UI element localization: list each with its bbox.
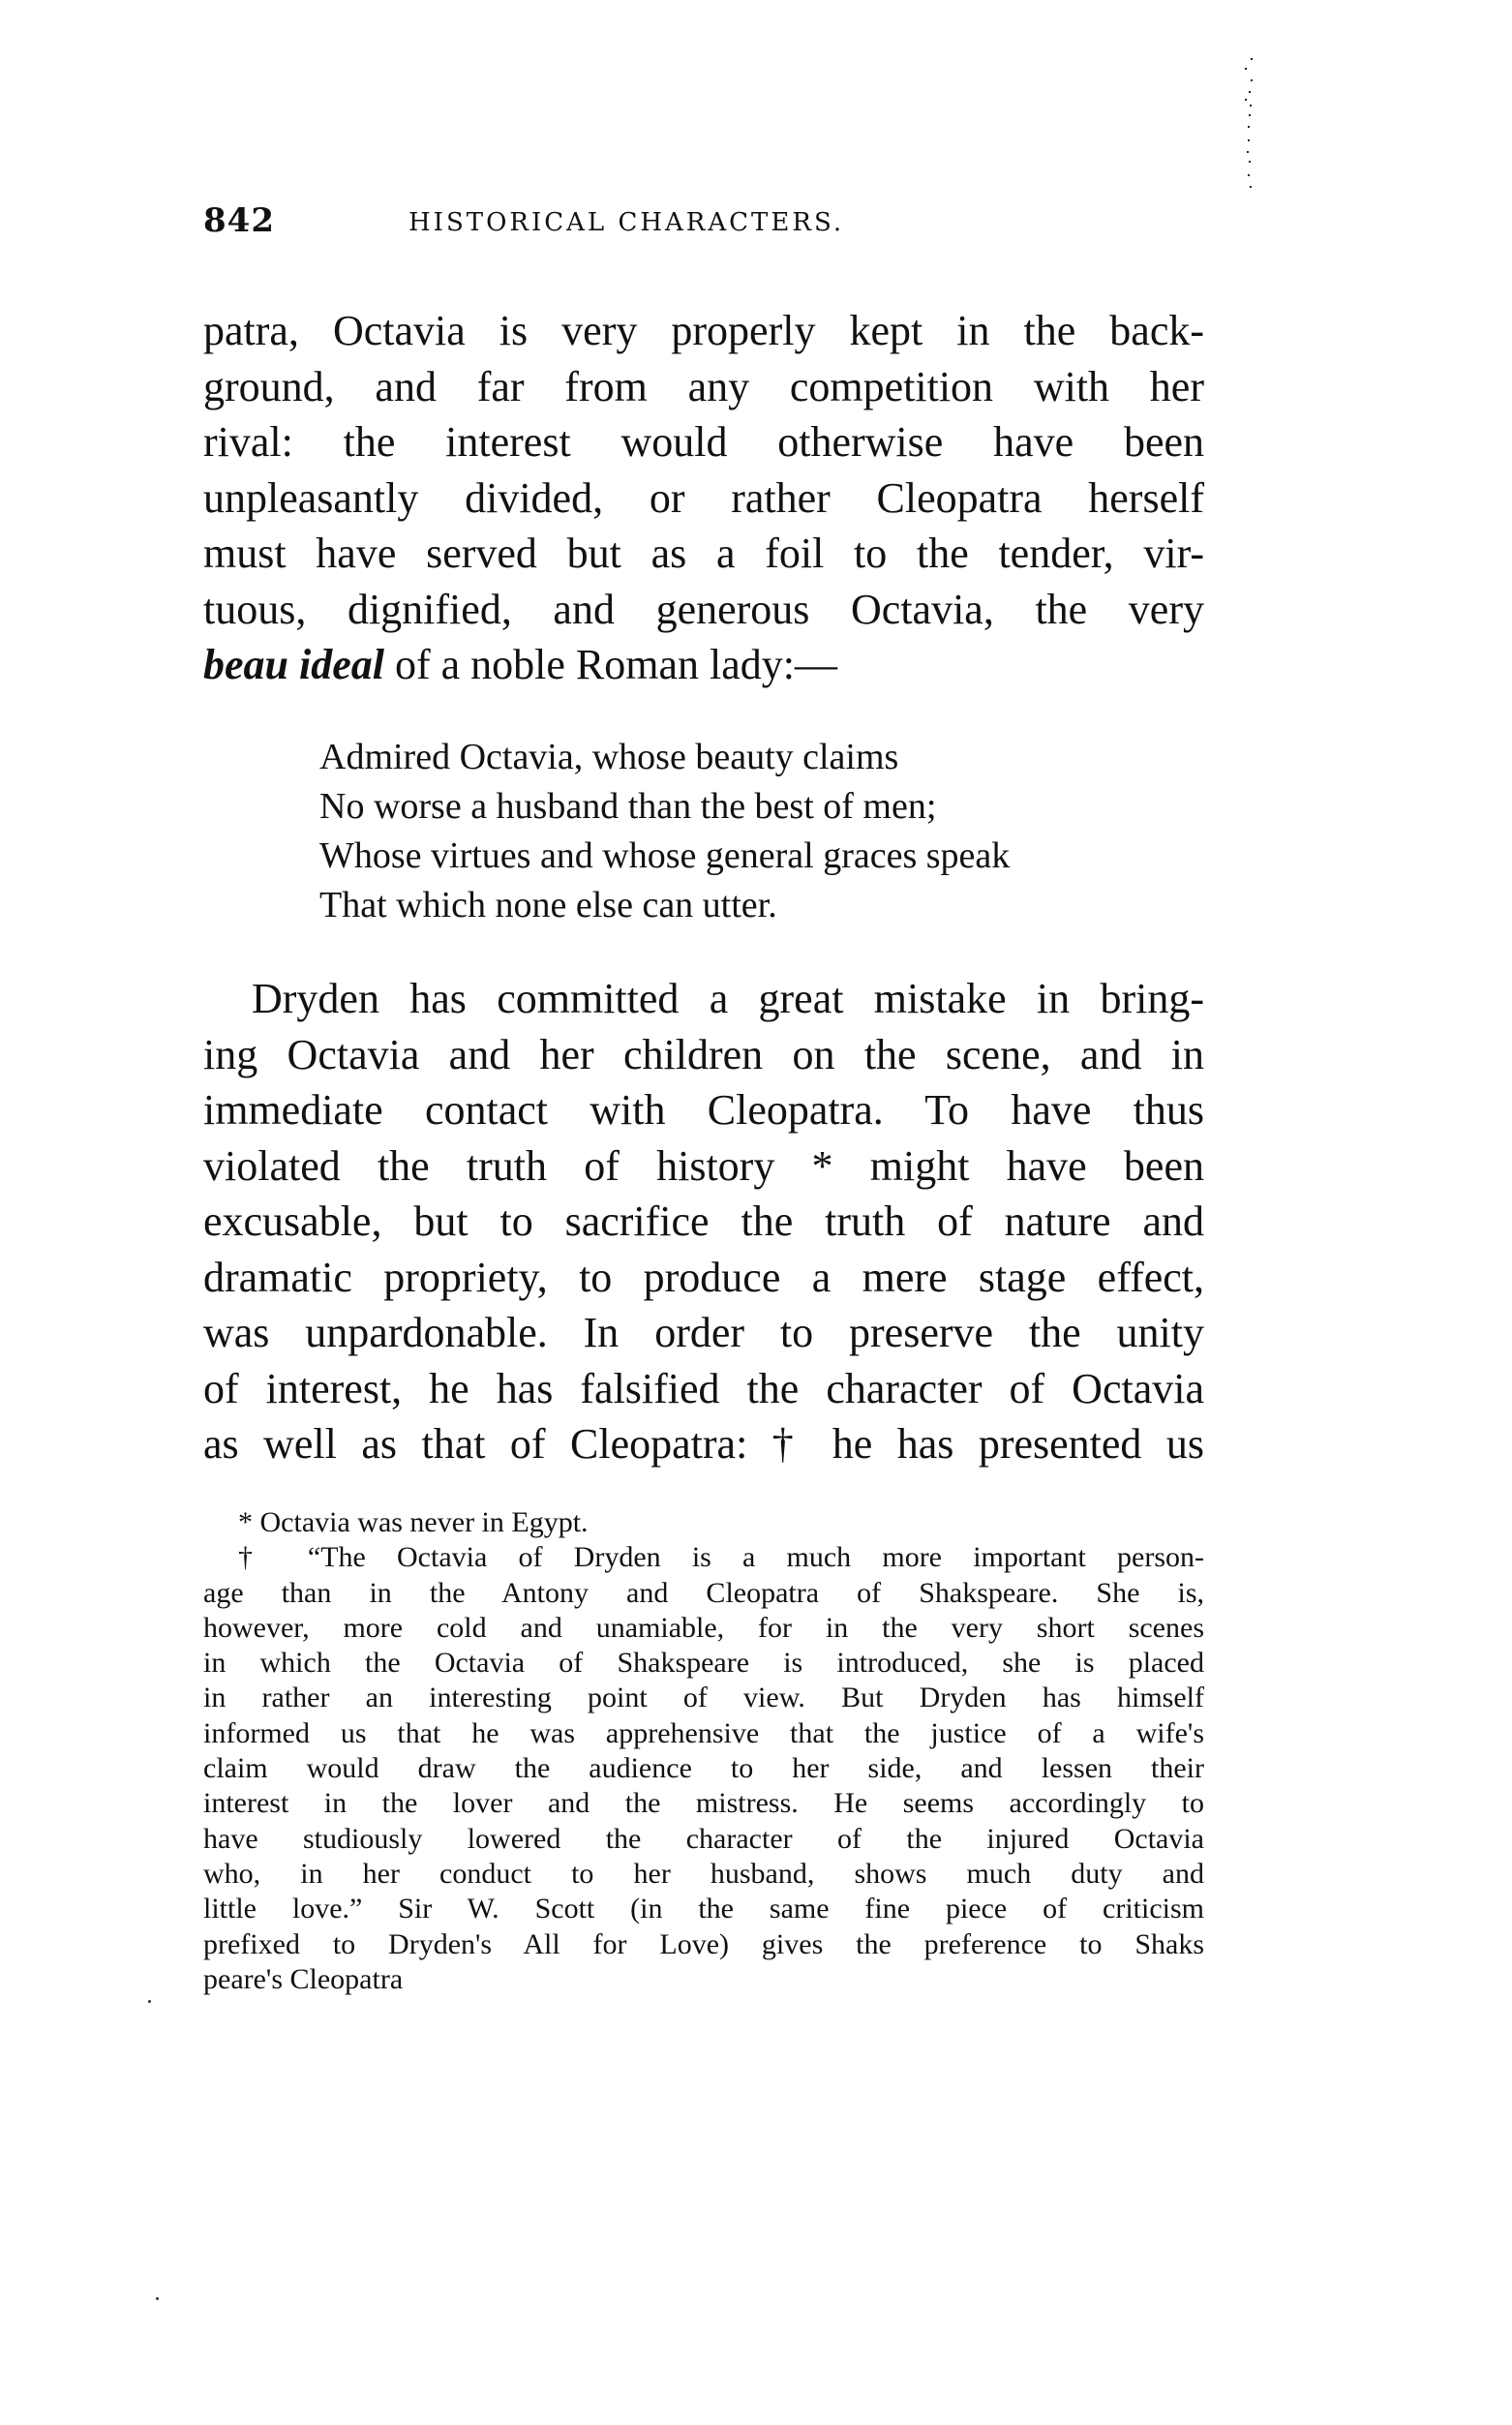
footnote-line: peare's Cleopatra	[203, 1962, 404, 1995]
text-line: was unpardonable. In order to preserve the unity	[203, 1309, 1204, 1356]
verse-line: Whose virtues and whose general graces speak	[319, 835, 1011, 876]
running-title: HISTORICAL CHARACTERS.	[408, 208, 845, 237]
text-line: violated the truth of history * might have been	[203, 1141, 1204, 1190]
footnote-line: interest in the lover and the mistress. He seems accordingly to	[203, 1787, 1204, 1820]
italic-phrase: beau ideal	[203, 641, 384, 688]
footnote-line: prefixed to Dryden's All for Love) gives the preference to Shaks	[203, 1927, 1204, 1960]
text-run: of a noble Roman lady:—	[383, 641, 837, 688]
footnote-line: have studiously lowered the character of the injured Octavia	[203, 1822, 1204, 1855]
footnote-line: claim would draw the audience to her side, and lessen their	[203, 1752, 1204, 1785]
footnote-asterisk	[203, 1505, 1204, 1540]
footnotes	[203, 1505, 1204, 1997]
scan-artifact-specks	[1239, 58, 1258, 203]
verse-line: No worse a husband than the best of men;	[319, 786, 937, 827]
running-head	[203, 199, 1200, 242]
text-line: as well as that of Cleopatra: † he has presented us	[203, 1420, 1204, 1468]
text-line: ground, and far from any competition with her	[203, 362, 1204, 410]
footnote-line: † “The Octavia of Dryden is a much more important person-	[238, 1541, 1204, 1574]
text-line	[203, 637, 1204, 693]
footnote-line: age than in the Antony and Cleopatra of Shakspeare. She is,	[203, 1576, 1204, 1609]
footnote-line: in rather an interesting point of view. But Dryden has himself	[203, 1682, 1204, 1714]
text-line: tuous, dignified, and generous Octavia, the very	[203, 585, 1204, 633]
paragraph-continued	[203, 303, 1204, 693]
footnote-line: who, in her conduct to her husband, shows much duty and	[203, 1857, 1204, 1890]
text-line: of interest, he has falsified the character of Octavia	[203, 1364, 1204, 1412]
text-line: dramatic propriety, to produce a mere stage effect,	[203, 1253, 1204, 1301]
footnote-line: informed us that he was apprehensive that the justice of a wife's	[203, 1716, 1204, 1749]
verse-quotation	[319, 733, 1152, 930]
text-line: immediate contact with Cleopatra. To have thus	[203, 1086, 1204, 1134]
text-line: Dryden has committed a great mistake in bring-	[252, 975, 1204, 1022]
paragraph-dryden	[203, 971, 1204, 1472]
page-number: 842	[203, 201, 275, 240]
footnote-line: in which the Octavia of Shakspeare is introduced, she is placed	[203, 1647, 1204, 1680]
verse-line: That which none else can utter.	[319, 885, 777, 925]
verse-line: Admired Octavia, whose beauty claims	[319, 737, 899, 777]
text-line: rival: the interest would otherwise have been	[203, 418, 1204, 466]
footnote-dagger	[203, 1540, 1204, 1997]
footnote-line: however, more cold and unamiable, for in the very short scenes	[203, 1611, 1204, 1644]
footnote-line: little love.” Sir W. Scott (in the same fine piece of criticism	[203, 1893, 1204, 1925]
scan-artifact-dot	[156, 2297, 159, 2300]
text-line: patra, Octavia is very properly kept in the back-	[203, 307, 1204, 354]
text-line: must have served but as a foil to the tender, vir-	[203, 530, 1204, 577]
text-line: excusable, but to sacrifice the truth of nature and	[203, 1197, 1204, 1245]
footnote-line: * Octavia was never in Egypt.	[238, 1506, 589, 1538]
scan-artifact-dot	[148, 2000, 151, 2003]
text-line: unpleasantly divided, or rather Cleopatra herself	[203, 473, 1204, 522]
text-line: ing Octavia and her children on the scene, and in	[203, 1030, 1204, 1078]
